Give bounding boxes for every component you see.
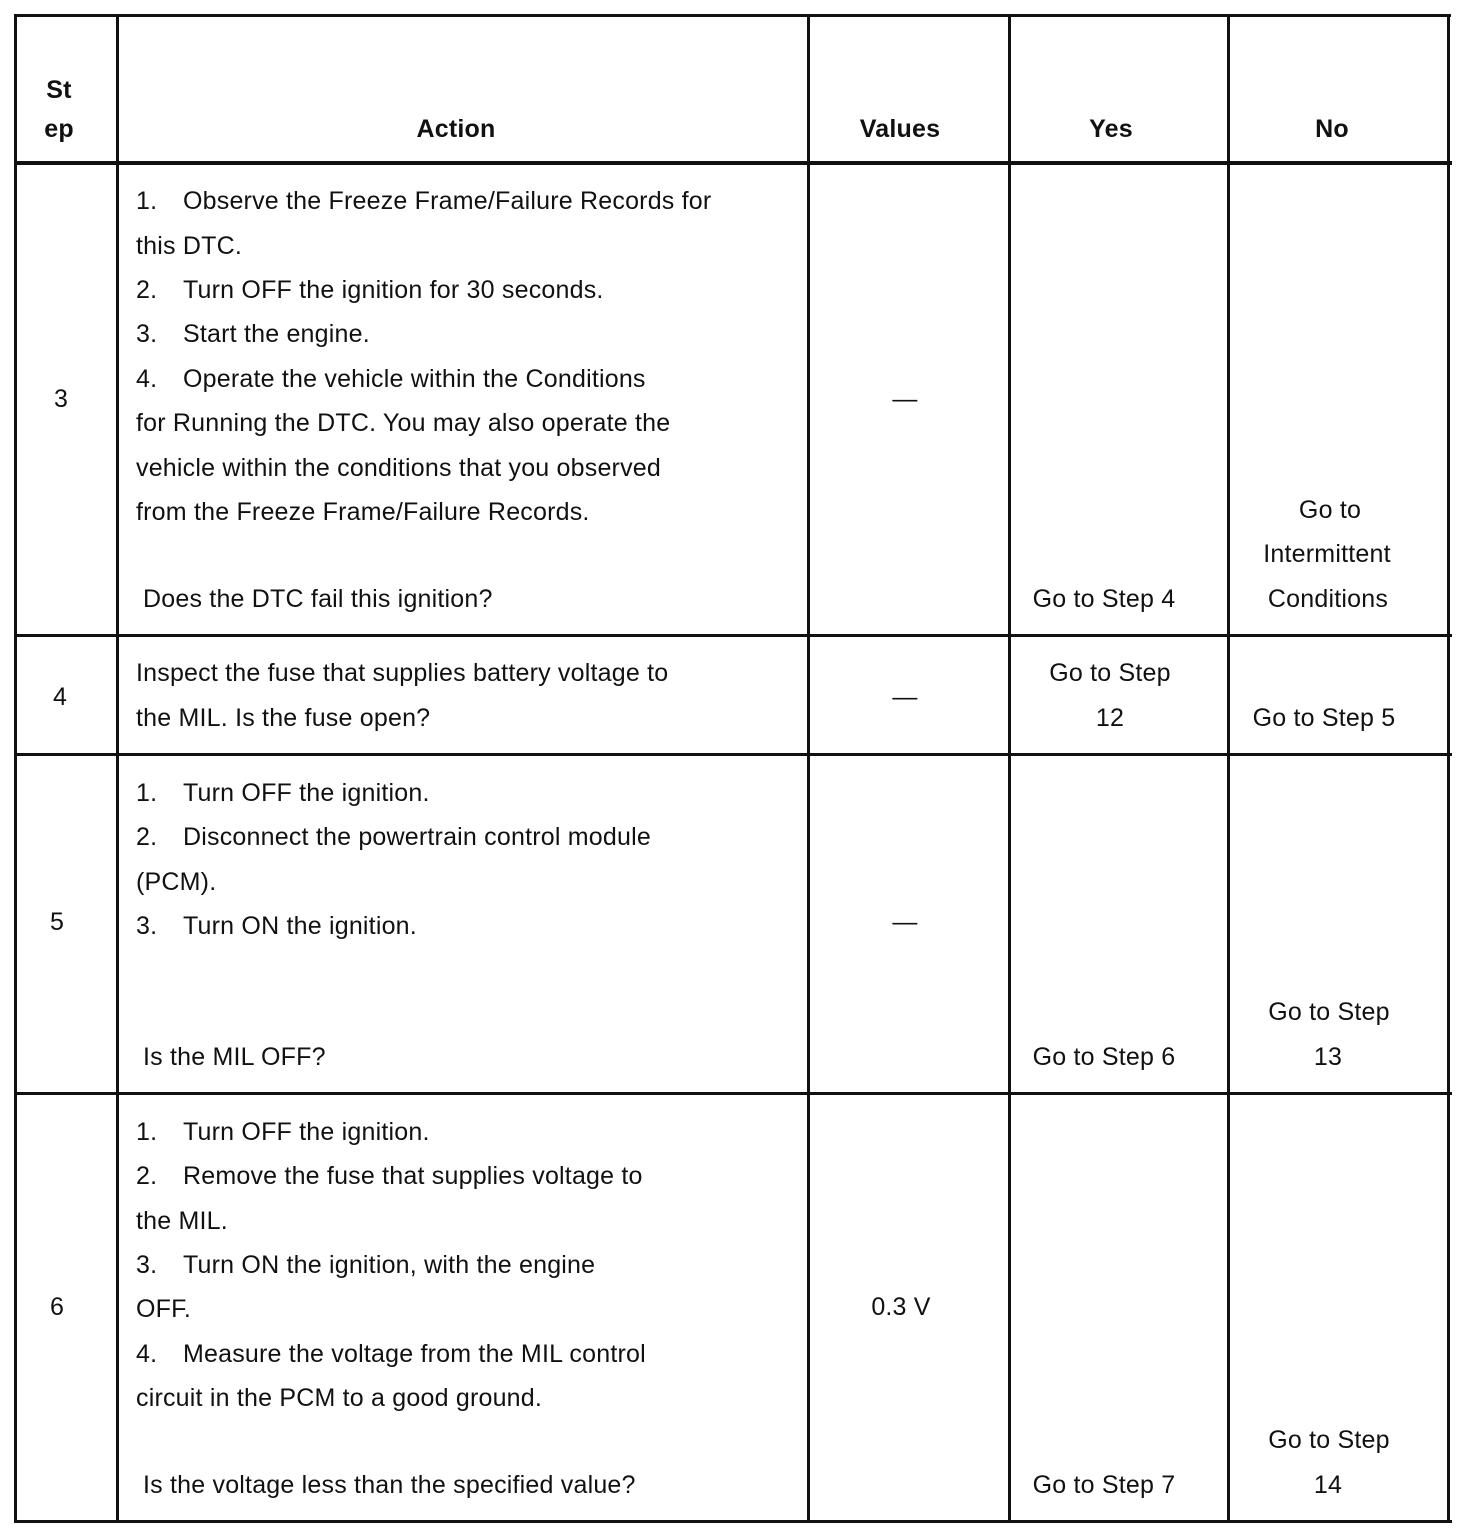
yes-cell-line: Go to Step	[1049, 659, 1171, 687]
action-line: vehicle within the conditions that you observed	[136, 454, 661, 482]
header-action: Action	[416, 115, 496, 143]
action-line	[136, 189, 711, 214]
header-step-line2: ep	[44, 115, 74, 143]
item-number: 1.	[136, 1118, 158, 1146]
item-number: 4.	[136, 1340, 158, 1368]
action-text: Turn OFF the ignition.	[183, 779, 430, 807]
action-line	[136, 914, 417, 939]
step-number: 5	[49, 908, 65, 936]
no-cell-line: 13	[1313, 1043, 1343, 1071]
col-divider-values	[1008, 14, 1011, 1523]
action-text: Operate the vehicle within the Conditions	[183, 365, 646, 393]
step-number: 6	[49, 1293, 65, 1321]
border-top	[14, 14, 1451, 17]
item-number: 3.	[136, 912, 158, 940]
item-number: 2.	[136, 1162, 158, 1190]
action-text: Turn OFF the ignition for 30 seconds.	[183, 276, 604, 304]
action-line: for Running the DTC. You may also operate the	[136, 409, 671, 437]
no-cell-line: Intermittent	[1263, 540, 1391, 568]
action-line	[136, 278, 604, 303]
action-line: the MIL. Is the fuse open?	[136, 704, 431, 732]
no-cell-line: Conditions	[1267, 585, 1389, 613]
step-number: 3	[53, 385, 69, 413]
item-number: 3.	[136, 320, 158, 348]
action-line	[136, 781, 430, 806]
item-number: 1.	[136, 779, 158, 807]
header-divider	[14, 161, 1452, 165]
values-cell: 0.3 V	[871, 1293, 931, 1321]
row-divider-4-5	[14, 753, 1452, 756]
border-bottom	[14, 1520, 1452, 1523]
action-text: Disconnect the powertrain control module	[183, 823, 651, 851]
no-cell-line: Go to Step	[1268, 998, 1390, 1026]
action-line	[136, 825, 651, 850]
no-cell-line: 14	[1313, 1471, 1343, 1499]
action-line: from the Freeze Frame/Failure Records.	[136, 498, 590, 526]
action-question: Is the MIL OFF?	[143, 1043, 326, 1071]
no-cell-line: Go to Step	[1268, 1426, 1390, 1454]
action-text: Observe the Freeze Frame/Failure Records for	[183, 187, 712, 215]
border-right	[1447, 14, 1450, 1523]
action-text: Measure the voltage from the MIL control	[183, 1340, 646, 1368]
action-question: Is the voltage less than the specified value?	[143, 1471, 636, 1499]
item-number: 3.	[136, 1251, 158, 1279]
action-text: Turn ON the ignition.	[183, 912, 417, 940]
action-line: (PCM).	[136, 868, 217, 896]
header-yes: Yes	[1089, 115, 1133, 143]
action-line: circuit in the PCM to a good ground.	[136, 1384, 543, 1412]
action-line	[136, 1120, 430, 1145]
item-number: 2.	[136, 276, 158, 304]
action-question: Does the DTC fail this ignition?	[143, 585, 493, 613]
item-number: 4.	[136, 365, 158, 393]
yes-cell: Go to Step 6	[1032, 1043, 1176, 1071]
action-text: Start the engine.	[183, 320, 370, 348]
col-divider-yes	[1227, 14, 1230, 1523]
action-line: Inspect the fuse that supplies battery voltage to	[136, 659, 669, 687]
action-line	[136, 1342, 646, 1367]
action-line	[136, 322, 370, 347]
action-line: the MIL.	[136, 1207, 228, 1235]
item-number: 1.	[136, 187, 158, 215]
header-step-line1: St	[46, 76, 72, 104]
row-divider-5-6	[14, 1092, 1452, 1095]
action-line	[136, 1164, 643, 1189]
header-values: Values	[859, 115, 941, 143]
yes-cell: Go to Step 7	[1032, 1471, 1176, 1499]
item-number: 2.	[136, 823, 158, 851]
values-cell: —	[892, 908, 918, 936]
yes-cell: Go to Step 4	[1032, 585, 1176, 613]
values-cell: —	[892, 385, 918, 413]
col-divider-action	[807, 14, 810, 1523]
action-line: OFF.	[136, 1295, 191, 1323]
col-divider-step	[116, 14, 119, 1523]
row-divider-3-4	[14, 634, 1452, 637]
values-cell: —	[892, 683, 918, 711]
border-left	[14, 14, 17, 1523]
action-text: Turn OFF the ignition.	[183, 1118, 430, 1146]
no-cell: Go to Step 5	[1252, 704, 1396, 732]
action-text: Turn ON the ignition, with the engine	[183, 1251, 596, 1279]
no-cell-line: Go to	[1298, 496, 1362, 524]
action-line: this DTC.	[136, 232, 242, 260]
action-line	[136, 1253, 595, 1278]
header-no: No	[1315, 115, 1349, 143]
step-number: 4	[52, 683, 68, 711]
yes-cell-line: 12	[1095, 704, 1125, 732]
action-text: Remove the fuse that supplies voltage to	[183, 1162, 643, 1190]
action-line	[136, 367, 646, 392]
